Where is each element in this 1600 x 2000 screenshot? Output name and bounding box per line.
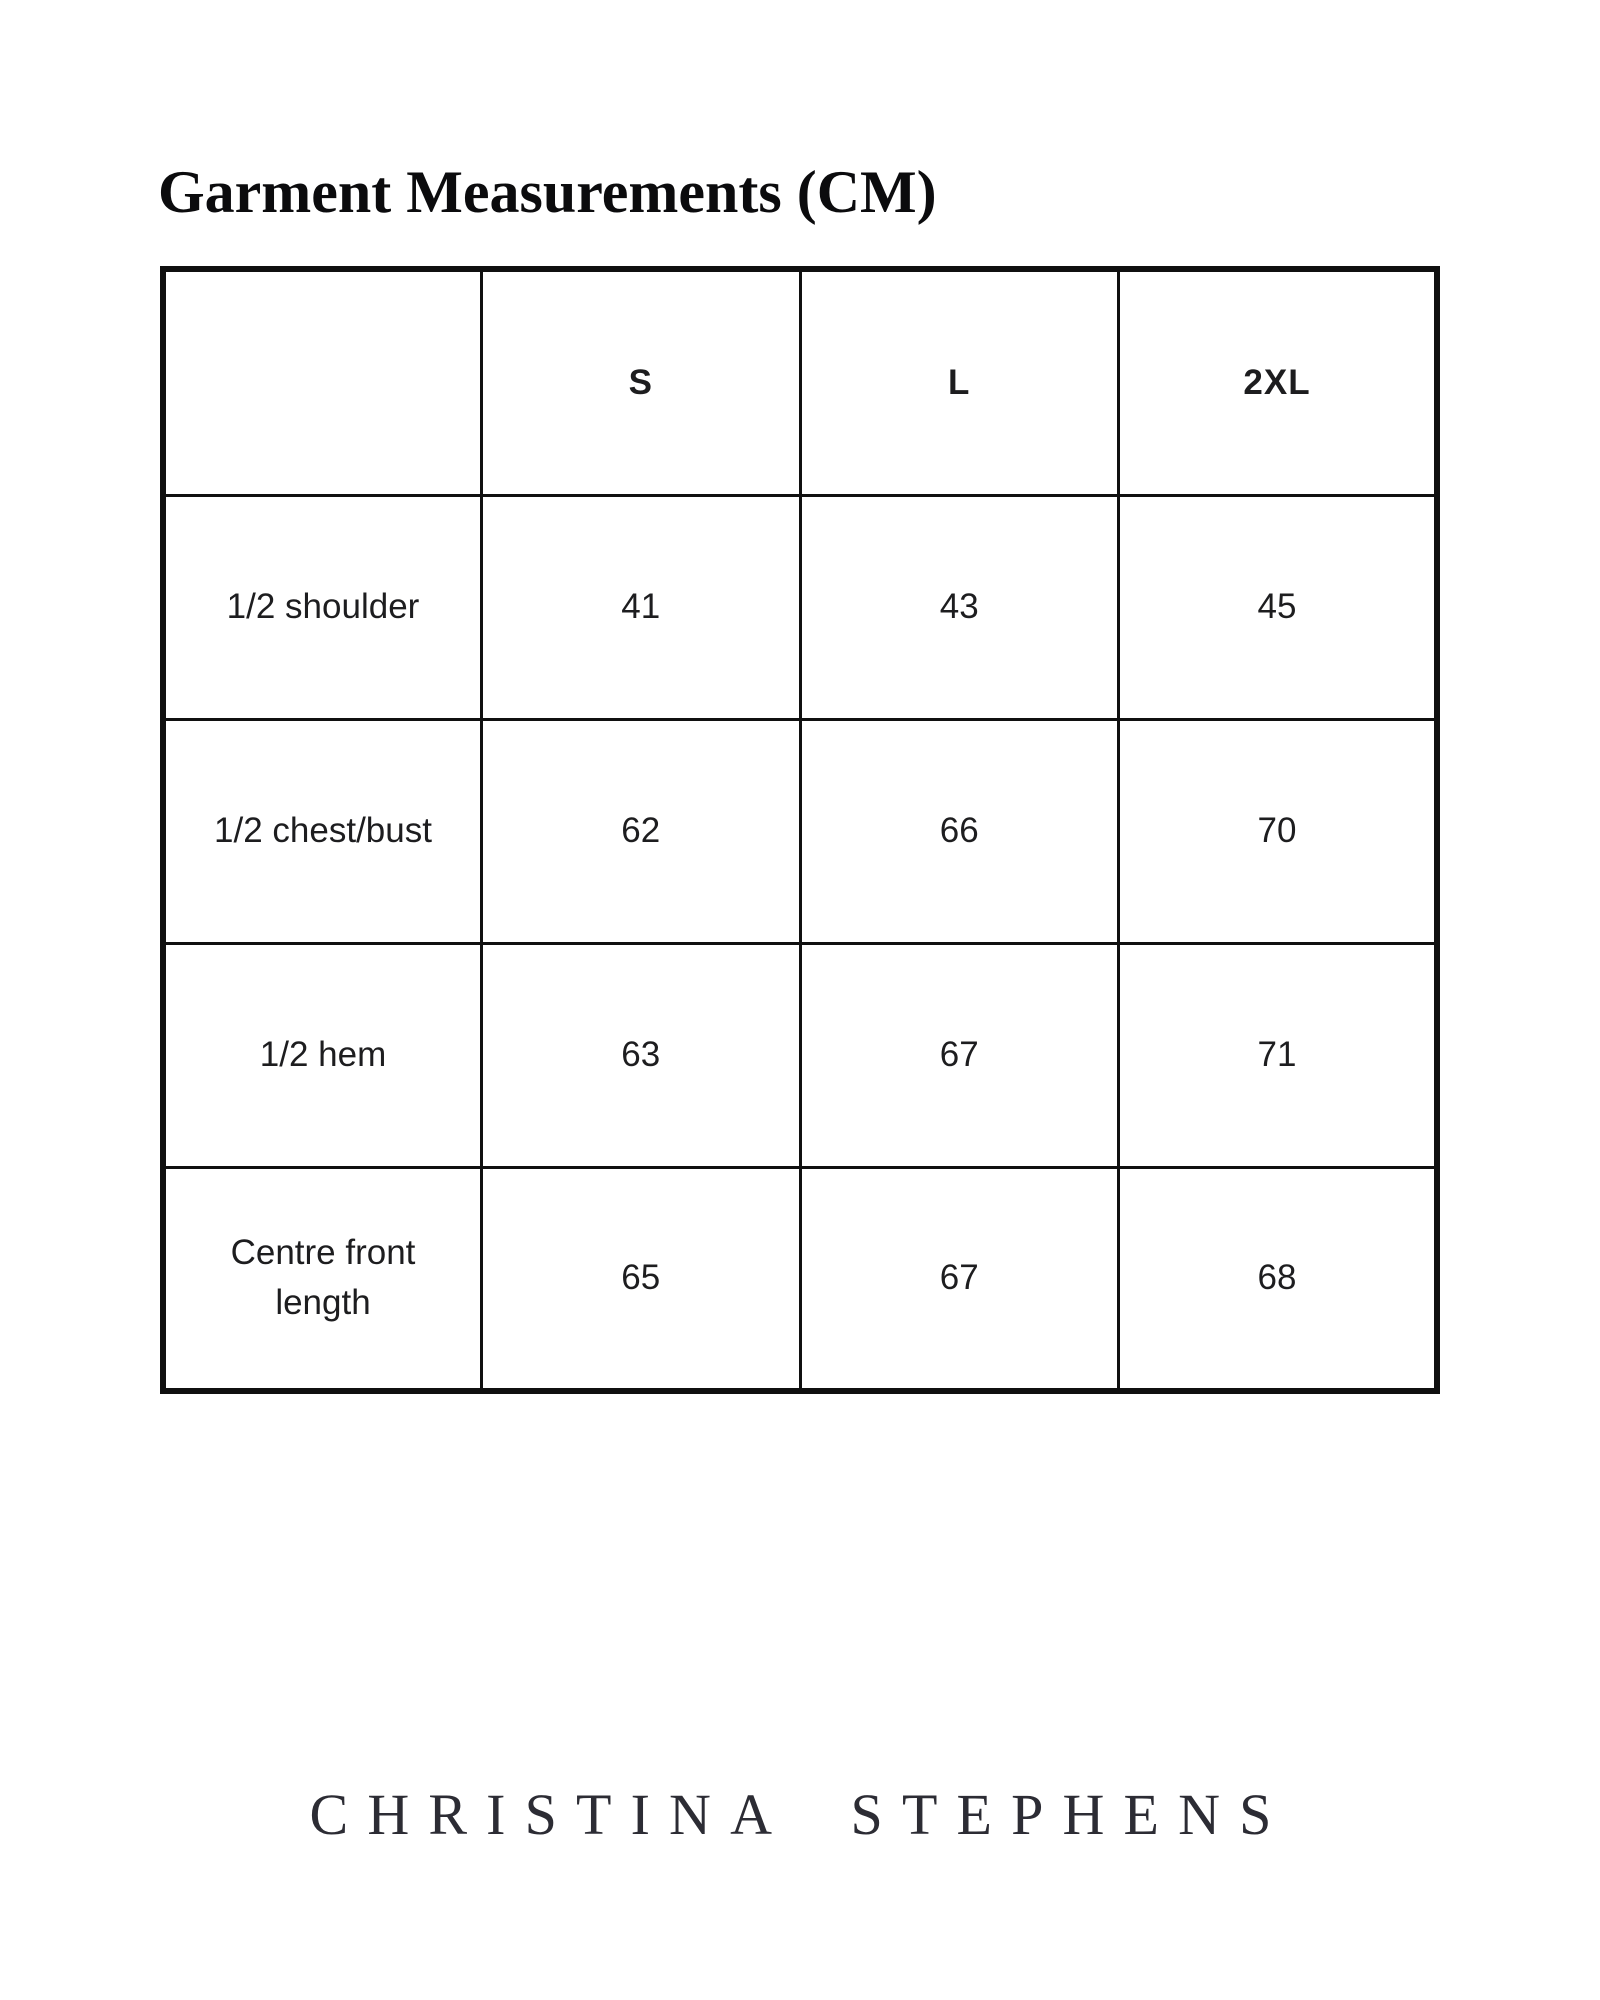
row-label-cell: Centre front length	[163, 1167, 482, 1391]
column-header-2xl: 2XL	[1119, 269, 1438, 495]
measurement-value-cell: 45	[1119, 495, 1438, 719]
measurement-value-cell: 43	[800, 495, 1119, 719]
row-label-cell: 1/2 shoulder	[163, 495, 482, 719]
corner-cell	[163, 269, 482, 495]
measurement-value-cell: 67	[800, 943, 1119, 1167]
table-header-row	[163, 269, 1437, 495]
row-label-cell: 1/2 chest/bust	[163, 719, 482, 943]
garment-measurements-table	[160, 266, 1440, 1394]
table-row	[163, 1167, 1437, 1391]
table-body	[163, 495, 1437, 1391]
measurement-value-cell: 41	[482, 495, 801, 719]
measurement-value-cell: 66	[800, 719, 1119, 943]
measurement-value-cell: 67	[800, 1167, 1119, 1391]
measurement-value-cell: 63	[482, 943, 801, 1167]
measurement-value-cell: 70	[1119, 719, 1438, 943]
table-row	[163, 495, 1437, 719]
measurement-value-cell: 71	[1119, 943, 1438, 1167]
page-title: Garment Measurements (CM)	[158, 159, 937, 225]
table-row	[163, 719, 1437, 943]
measurement-value-cell: 65	[482, 1167, 801, 1391]
table-row	[163, 943, 1437, 1167]
table-header	[163, 269, 1437, 495]
measurement-value-cell: 68	[1119, 1167, 1438, 1391]
column-header-l: L	[800, 269, 1119, 495]
row-label-cell: 1/2 hem	[163, 943, 482, 1167]
column-header-s: S	[482, 269, 801, 495]
measurement-value-cell: 62	[482, 719, 801, 943]
brand-wordmark: CHRISTINA STEPHENS	[309, 1782, 1291, 1847]
